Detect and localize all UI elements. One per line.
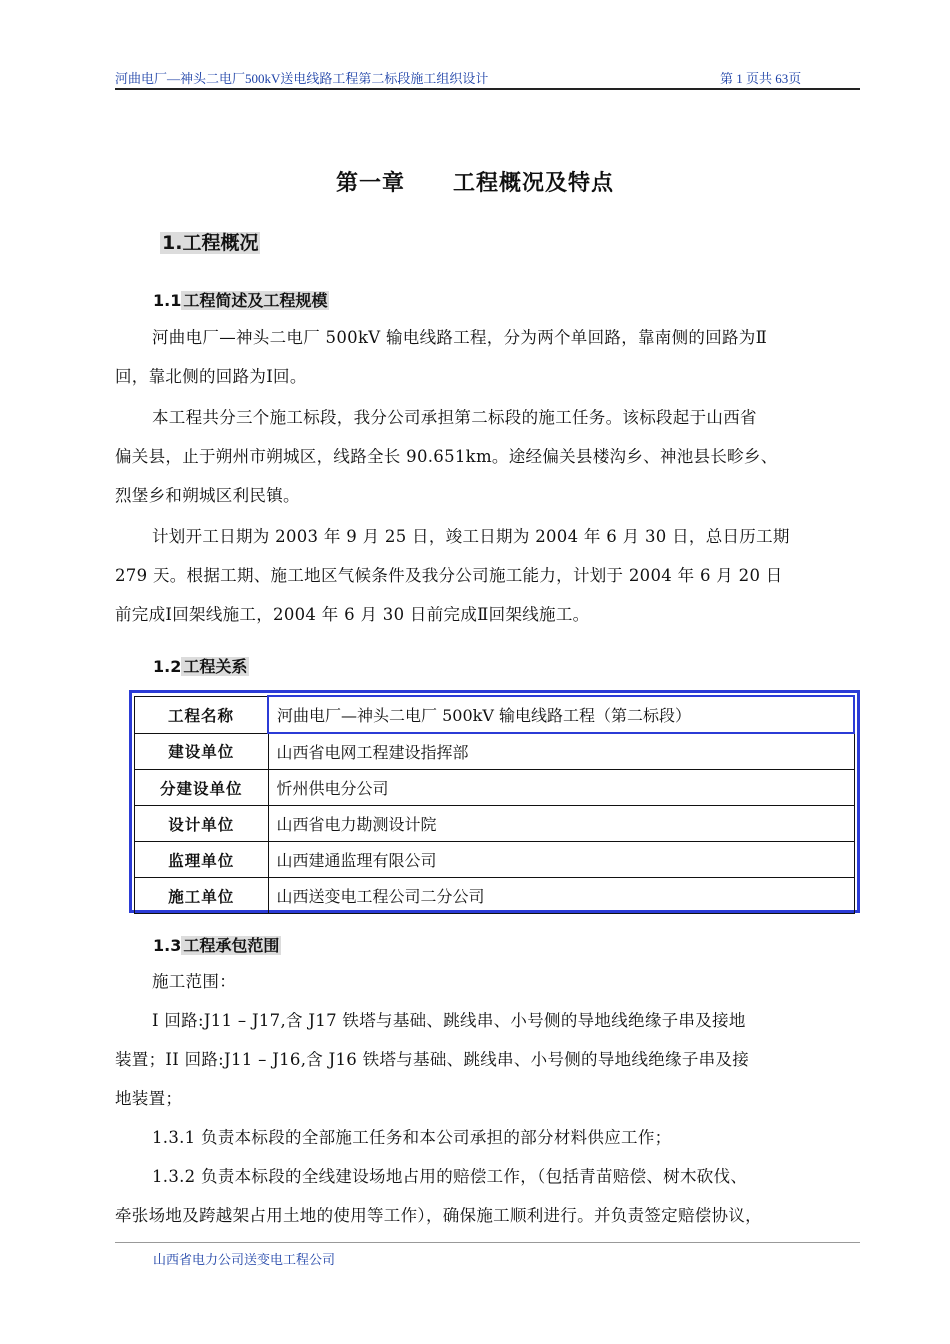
page-footer: [115, 1242, 860, 1267]
header-page-info: 第 1 页共 63页: [720, 71, 802, 86]
table-row: [135, 878, 855, 914]
text-line: 河曲电厂—神头二电厂 500kV 输电线路工程，分为两个单回路，靠南侧的回路为Ⅱ: [152, 328, 768, 347]
paragraph-section-scope: [115, 398, 870, 515]
section-title: 1.工程概况: [162, 232, 259, 254]
paragraph-scope-label: [115, 962, 870, 1001]
row-key: 监理单位: [135, 842, 269, 878]
text-line: 计划开工日期为 2003 年 9 月 25 日，竣工日期为 2004 年 6 月 30 日，总日历工期: [152, 527, 790, 546]
subsection-title: 工程简述及工程规模: [183, 291, 328, 310]
text-line: 1.3.1 负责本标段的全部施工任务和本公司承担的部分材料供应工作；: [152, 1128, 672, 1147]
row-key: 设计单位: [135, 806, 269, 842]
text-line: 偏关县，止于朔州市朔城区，线路全长 90.651km。途经偏关县楼沟乡、神池县长畛乡、: [115, 447, 778, 466]
section-heading-1: [160, 228, 260, 255]
row-value: 河曲电厂—神头二电厂 500kV 输电线路工程（第二标段）: [268, 696, 854, 733]
text-line: 回，靠北侧的回路为Ⅰ回。: [115, 367, 307, 386]
table-row: [135, 696, 855, 733]
row-value: 山西省电力勘测设计院: [268, 806, 854, 842]
table-row: [135, 770, 855, 806]
subsection-number: 1.2: [153, 657, 182, 676]
text-line: 烈堡乡和朔城区利民镇。: [115, 486, 300, 505]
row-key: 施工单位: [135, 878, 269, 914]
paragraph-circuit-scope: [115, 1001, 870, 1118]
subsection-heading-1-2: [153, 654, 249, 677]
header-title: 河曲电厂—神头二电厂500kV送电线路工程第二标段施工组织设计: [115, 71, 489, 86]
text-line: 施工范围：: [152, 972, 236, 991]
subsection-number: 1.3: [153, 936, 182, 955]
footer-company: 山西省电力公司送变电工程公司: [153, 1252, 336, 1267]
subsection-heading-1-3: [153, 933, 281, 956]
text-line: I 回路:J11 – J17,含 J17 铁塔与基础、跳线串、小号侧的导地线绝缘子串及接地: [152, 1011, 746, 1030]
project-relations-table: [129, 690, 860, 913]
table-row: [135, 842, 855, 878]
paragraph-overview: [115, 318, 870, 396]
row-value: 山西送变电工程公司二分公司: [268, 878, 854, 914]
chapter-number: 第一章: [335, 171, 405, 196]
text-line: 牵张场地及跨越架占用土地的使用等工作），确保施工顺利进行。并负责签定赔偿协议，: [115, 1206, 762, 1225]
text-line: 本工程共分三个施工标段，我分公司承担第二标段的施工任务。该标段起于山西省: [152, 408, 757, 427]
paragraph-1-3-2: [115, 1157, 870, 1235]
row-key: 建设单位: [135, 733, 269, 770]
text-line: 前完成Ⅰ回架线施工，2004 年 6 月 30 日前完成Ⅱ回架线施工。: [115, 605, 590, 624]
subsection-heading-1-1: [153, 288, 329, 311]
subsection-title: 工程关系: [183, 657, 248, 676]
text-line: 装置；II 回路:J11 – J16,含 J16 铁塔与基础、跳线串、小号侧的导地线绝缘子串及接: [115, 1050, 750, 1069]
row-key: 分建设单位: [135, 770, 269, 806]
row-value: 山西省电网工程建设指挥部: [268, 733, 854, 770]
row-value: 忻州供电分公司: [268, 770, 854, 806]
paragraph-schedule: [115, 517, 870, 634]
paragraph-1-3-1: [115, 1118, 870, 1157]
text-line: 1.3.2 负责本标段的全线建设场地占用的赔偿工作，（包括青苗赔偿、树木砍伐、: [152, 1167, 748, 1186]
subsection-title: 工程承包范围: [183, 936, 280, 955]
chapter-heading: [0, 166, 950, 197]
table-row: [135, 733, 855, 770]
row-value: 山西建通监理有限公司: [268, 842, 854, 878]
text-line: 279 天。根据工期、施工地区气候条件及我分公司施工能力，计划于 2004 年 6 月 20 日: [115, 566, 783, 585]
page-header: [115, 66, 860, 90]
subsection-number: 1.1: [153, 291, 182, 310]
row-key: 工程名称: [135, 696, 269, 733]
chapter-title: 工程概况及特点: [453, 171, 615, 196]
text-line: 地装置；: [115, 1089, 183, 1108]
table-row: [135, 806, 855, 842]
